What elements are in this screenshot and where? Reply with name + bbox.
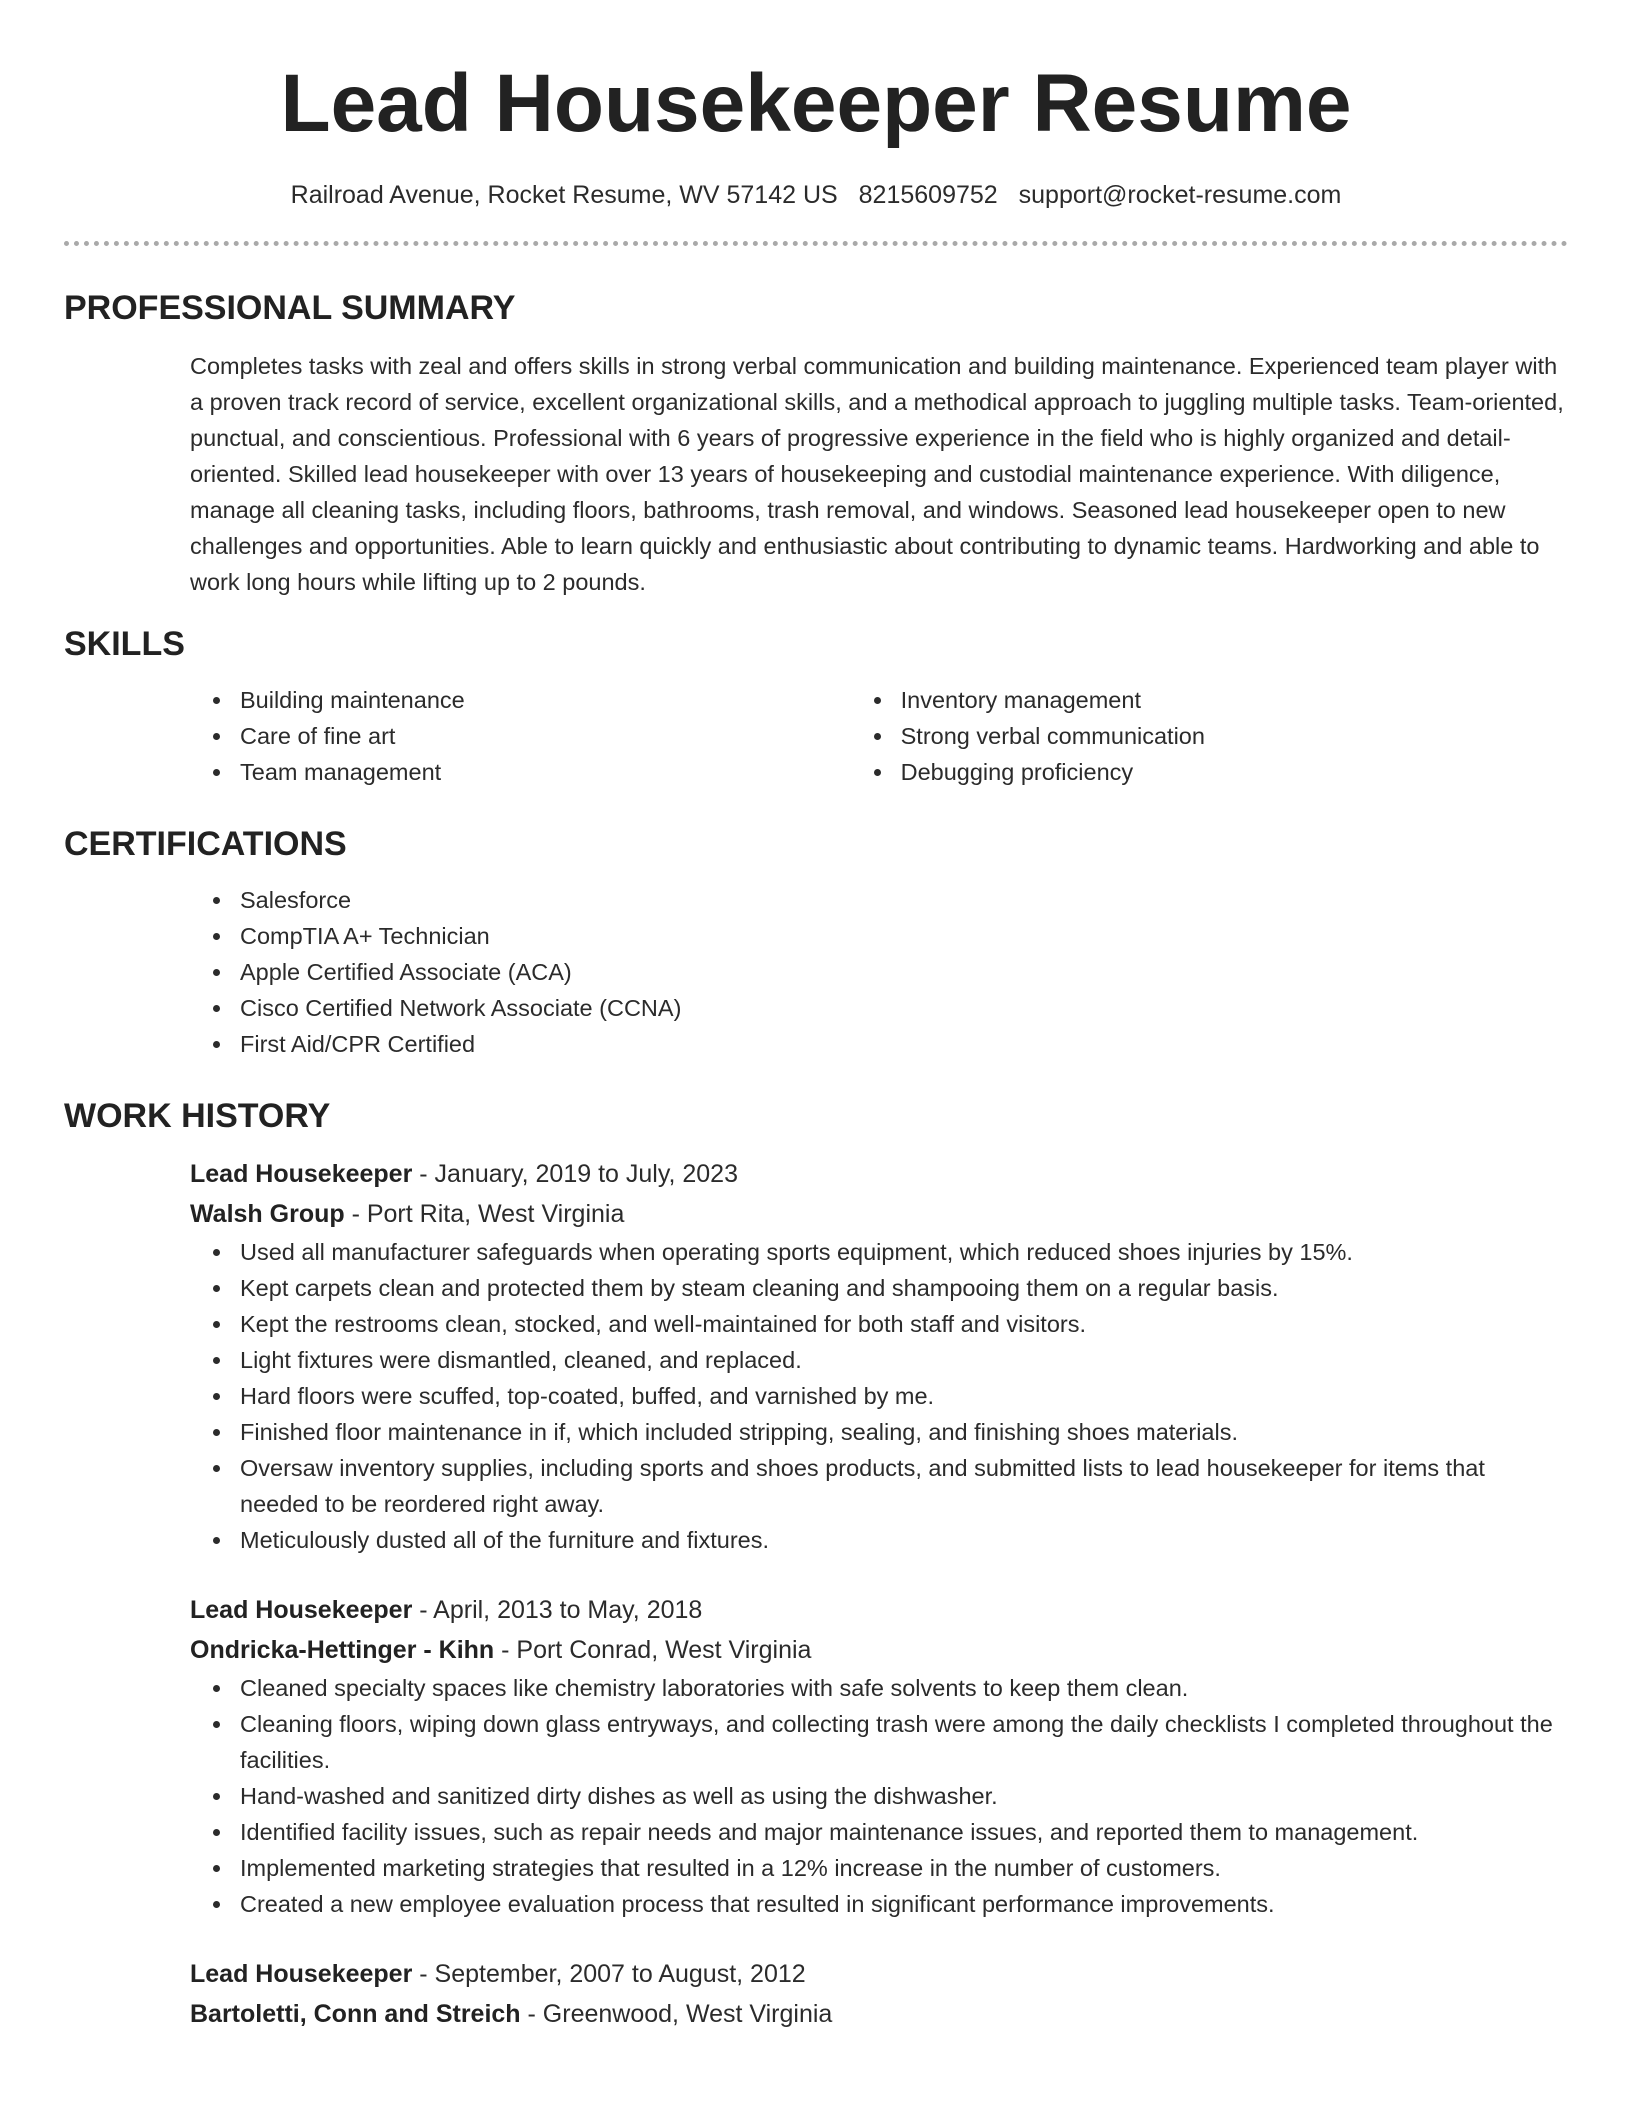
job-duties: [64, 1234, 1568, 1558]
certifications-heading: CERTIFICATIONS: [64, 825, 347, 863]
summary-text: Completes tasks with zeal and offers skills in strong verbal communication and building maintenance. Experienced team player with a proven track record of service, excellent organizational skills, and a methodical approach to juggling multiple tasks. Team-oriented, punctual, and conscientious. Professional with 6 years of progressive experience in the field who is highly organized and detail-oriented. Skilled lead housekeeper with over 13 years of housekeeping and custodial maintenance experience. With diligence, manage all cleaning tasks, including floors, bathrooms, trash removal, and windows. Seasoned lead housekeeper open to new challenges and opportunities. Able to learn quickly and enthusiastic about contributing to dynamic teams. Hardworking and able to work long hours while lifting up to 2 pounds.: [190, 353, 1564, 595]
certification-item: • First Aid/CPR Certified: [234, 1026, 1568, 1062]
job-duty: • Kept the restrooms clean, stocked, and well-maintained for both staff and visitors.: [234, 1306, 1568, 1342]
job-dates: - January, 2019 to July, 2023: [412, 1160, 738, 1188]
job-duty: • Identified facility issues, such as repair needs and major maintenance issues, and reported them to management.: [234, 1814, 1568, 1850]
certifications-list: [64, 882, 1568, 1062]
certification-item: • CompTIA A+ Technician: [234, 918, 1568, 954]
resume-title: Lead Housekeeper Resume: [280, 58, 1352, 149]
skills-list-right: [725, 682, 1568, 790]
job-title-line: [190, 1954, 1568, 1994]
job-company-line: [190, 1630, 1568, 1670]
skill-item: • Inventory management: [895, 682, 1568, 718]
job-duty: • Cleaning floors, wiping down glass entryways, and collecting trash were among the daily checklists I completed throughout the facilities.: [234, 1706, 1568, 1778]
job-dates: - April, 2013 to May, 2018: [412, 1596, 703, 1624]
skills-section: [64, 624, 1568, 790]
contact-address: Railroad Avenue, Rocket Resume, WV 57142 US: [290, 181, 838, 209]
job-entry: [64, 1590, 1568, 1922]
skill-item: • Building maintenance: [234, 682, 725, 718]
job-company-line: [190, 1194, 1568, 1234]
job-title: Lead Housekeeper: [190, 1596, 413, 1624]
job-duty: • Hard floors were scuffed, top-coated, buffed, and varnished by me.: [234, 1378, 1568, 1414]
skills-columns: [64, 682, 1568, 790]
job-duty: • Used all manufacturer safeguards when operating sports equipment, which reduced shoes injuries by 15%.: [234, 1234, 1568, 1270]
contact-phone: 8215609752: [858, 181, 998, 209]
job-duty: • Meticulously dusted all of the furniture and fixtures.: [234, 1522, 1568, 1558]
job-company: Walsh Group: [190, 1200, 345, 1228]
contact-email: support@rocket-resume.com: [1018, 181, 1342, 209]
summary-heading: PROFESSIONAL SUMMARY: [64, 289, 516, 327]
contact-line: [0, 179, 1632, 211]
job-dates: - September, 2007 to August, 2012: [412, 1960, 806, 1988]
job-duty: • Created a new employee evaluation process that resulted in significant performance improvements.: [234, 1886, 1568, 1922]
certification-item: • Salesforce: [234, 882, 1568, 918]
job-duty: • Kept carpets clean and protected them by steam cleaning and shampooing them on a regular basis.: [234, 1270, 1568, 1306]
job-duty: • Light fixtures were dismantled, cleaned, and replaced.: [234, 1342, 1568, 1378]
job-duty: • Implemented marketing strategies that resulted in a 12% increase in the number of customers.: [234, 1850, 1568, 1886]
header-divider: [64, 241, 1568, 246]
job-company: Ondricka-Hettinger - Kihn: [190, 1636, 495, 1664]
skill-item: • Team management: [234, 754, 725, 790]
job-duty: • Hand-washed and sanitized dirty dishes as well as using the dishwasher.: [234, 1778, 1568, 1814]
job-location: - Port Conrad, West Virginia: [494, 1636, 812, 1664]
certification-item: • Apple Certified Associate (ACA): [234, 954, 1568, 990]
job-company-line: [190, 1994, 1568, 2034]
job-location: - Greenwood, West Virginia: [520, 2000, 833, 2028]
job-entry: [64, 1954, 1568, 2034]
work-history-section: [64, 1096, 1568, 2034]
skills-heading: SKILLS: [64, 625, 185, 663]
work-history-heading: WORK HISTORY: [64, 1097, 331, 1135]
job-title-line: [190, 1154, 1568, 1194]
skill-item: • Debugging proficiency: [895, 754, 1568, 790]
job-entry: [64, 1154, 1568, 1558]
skills-list-left: [64, 682, 725, 790]
skill-item: • Strong verbal communication: [895, 718, 1568, 754]
job-location: - Port Rita, West Virginia: [344, 1200, 625, 1228]
job-title: Lead Housekeeper: [190, 1960, 413, 1988]
job-duty: • Finished floor maintenance in if, which included stripping, sealing, and finishing shoes materials.: [234, 1414, 1568, 1450]
job-company: Bartoletti, Conn and Streich: [190, 2000, 521, 2028]
job-title: Lead Housekeeper: [190, 1160, 413, 1188]
job-duties: [64, 1670, 1568, 1922]
skill-item: • Care of fine art: [234, 718, 725, 754]
summary-section: [64, 288, 1568, 600]
certifications-section: [64, 824, 1568, 1062]
job-duty: • Cleaned specialty spaces like chemistry laboratories with safe solvents to keep them clean.: [234, 1670, 1568, 1706]
certification-item: • Cisco Certified Network Associate (CCNA): [234, 990, 1568, 1026]
job-title-line: [190, 1590, 1568, 1630]
job-duty: • Oversaw inventory supplies, including sports and shoes products, and submitted lists to lead housekeeper for items that needed to be reordered right away.: [234, 1450, 1568, 1522]
